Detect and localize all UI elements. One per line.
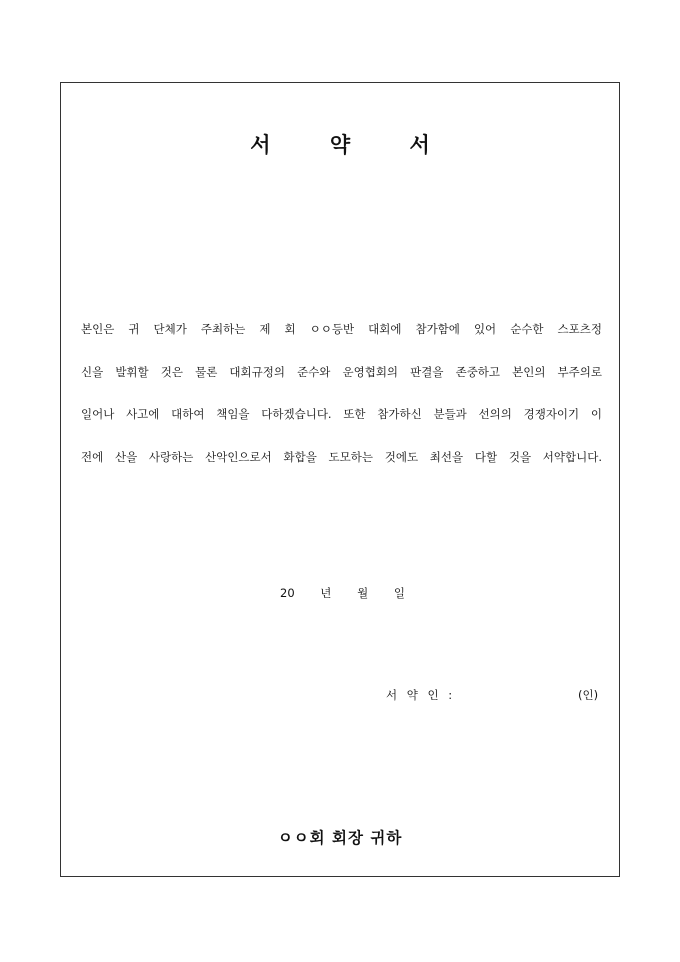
pledge-body-line: 본인은 귀 단체가 주최하는 제 회 ㅇㅇ등반 대회에 참가함에 있어 순수한 스포츠정: [81, 322, 602, 336]
pledge-body-line: 신을 발휘할 것은 물론 대회규정의 준수와 운영협회의 판결을 존중하고 본인의 부주의로: [81, 364, 602, 379]
pledge-body-line: 일어나 사고에 대하여 책임을 다하겠습니다. 또한 참가하신 분들과 선의의 경쟁자이기 이: [81, 407, 602, 421]
seal-mark: (인): [578, 688, 599, 702]
addressee-line: ㅇㅇ회 회장 귀하: [277, 828, 403, 847]
document-title: 서 약 서: [250, 132, 456, 157]
pledge-body-line: 전에 산을 사랑하는 산악인으로서 화합을 도모하는 것에도 최선을 다할 것을 서약합니다.: [81, 449, 602, 464]
date-line: 20 년 월 일: [280, 586, 405, 600]
signer-label: 서 약 인 :: [386, 688, 456, 702]
pledge-body: [81, 322, 602, 492]
